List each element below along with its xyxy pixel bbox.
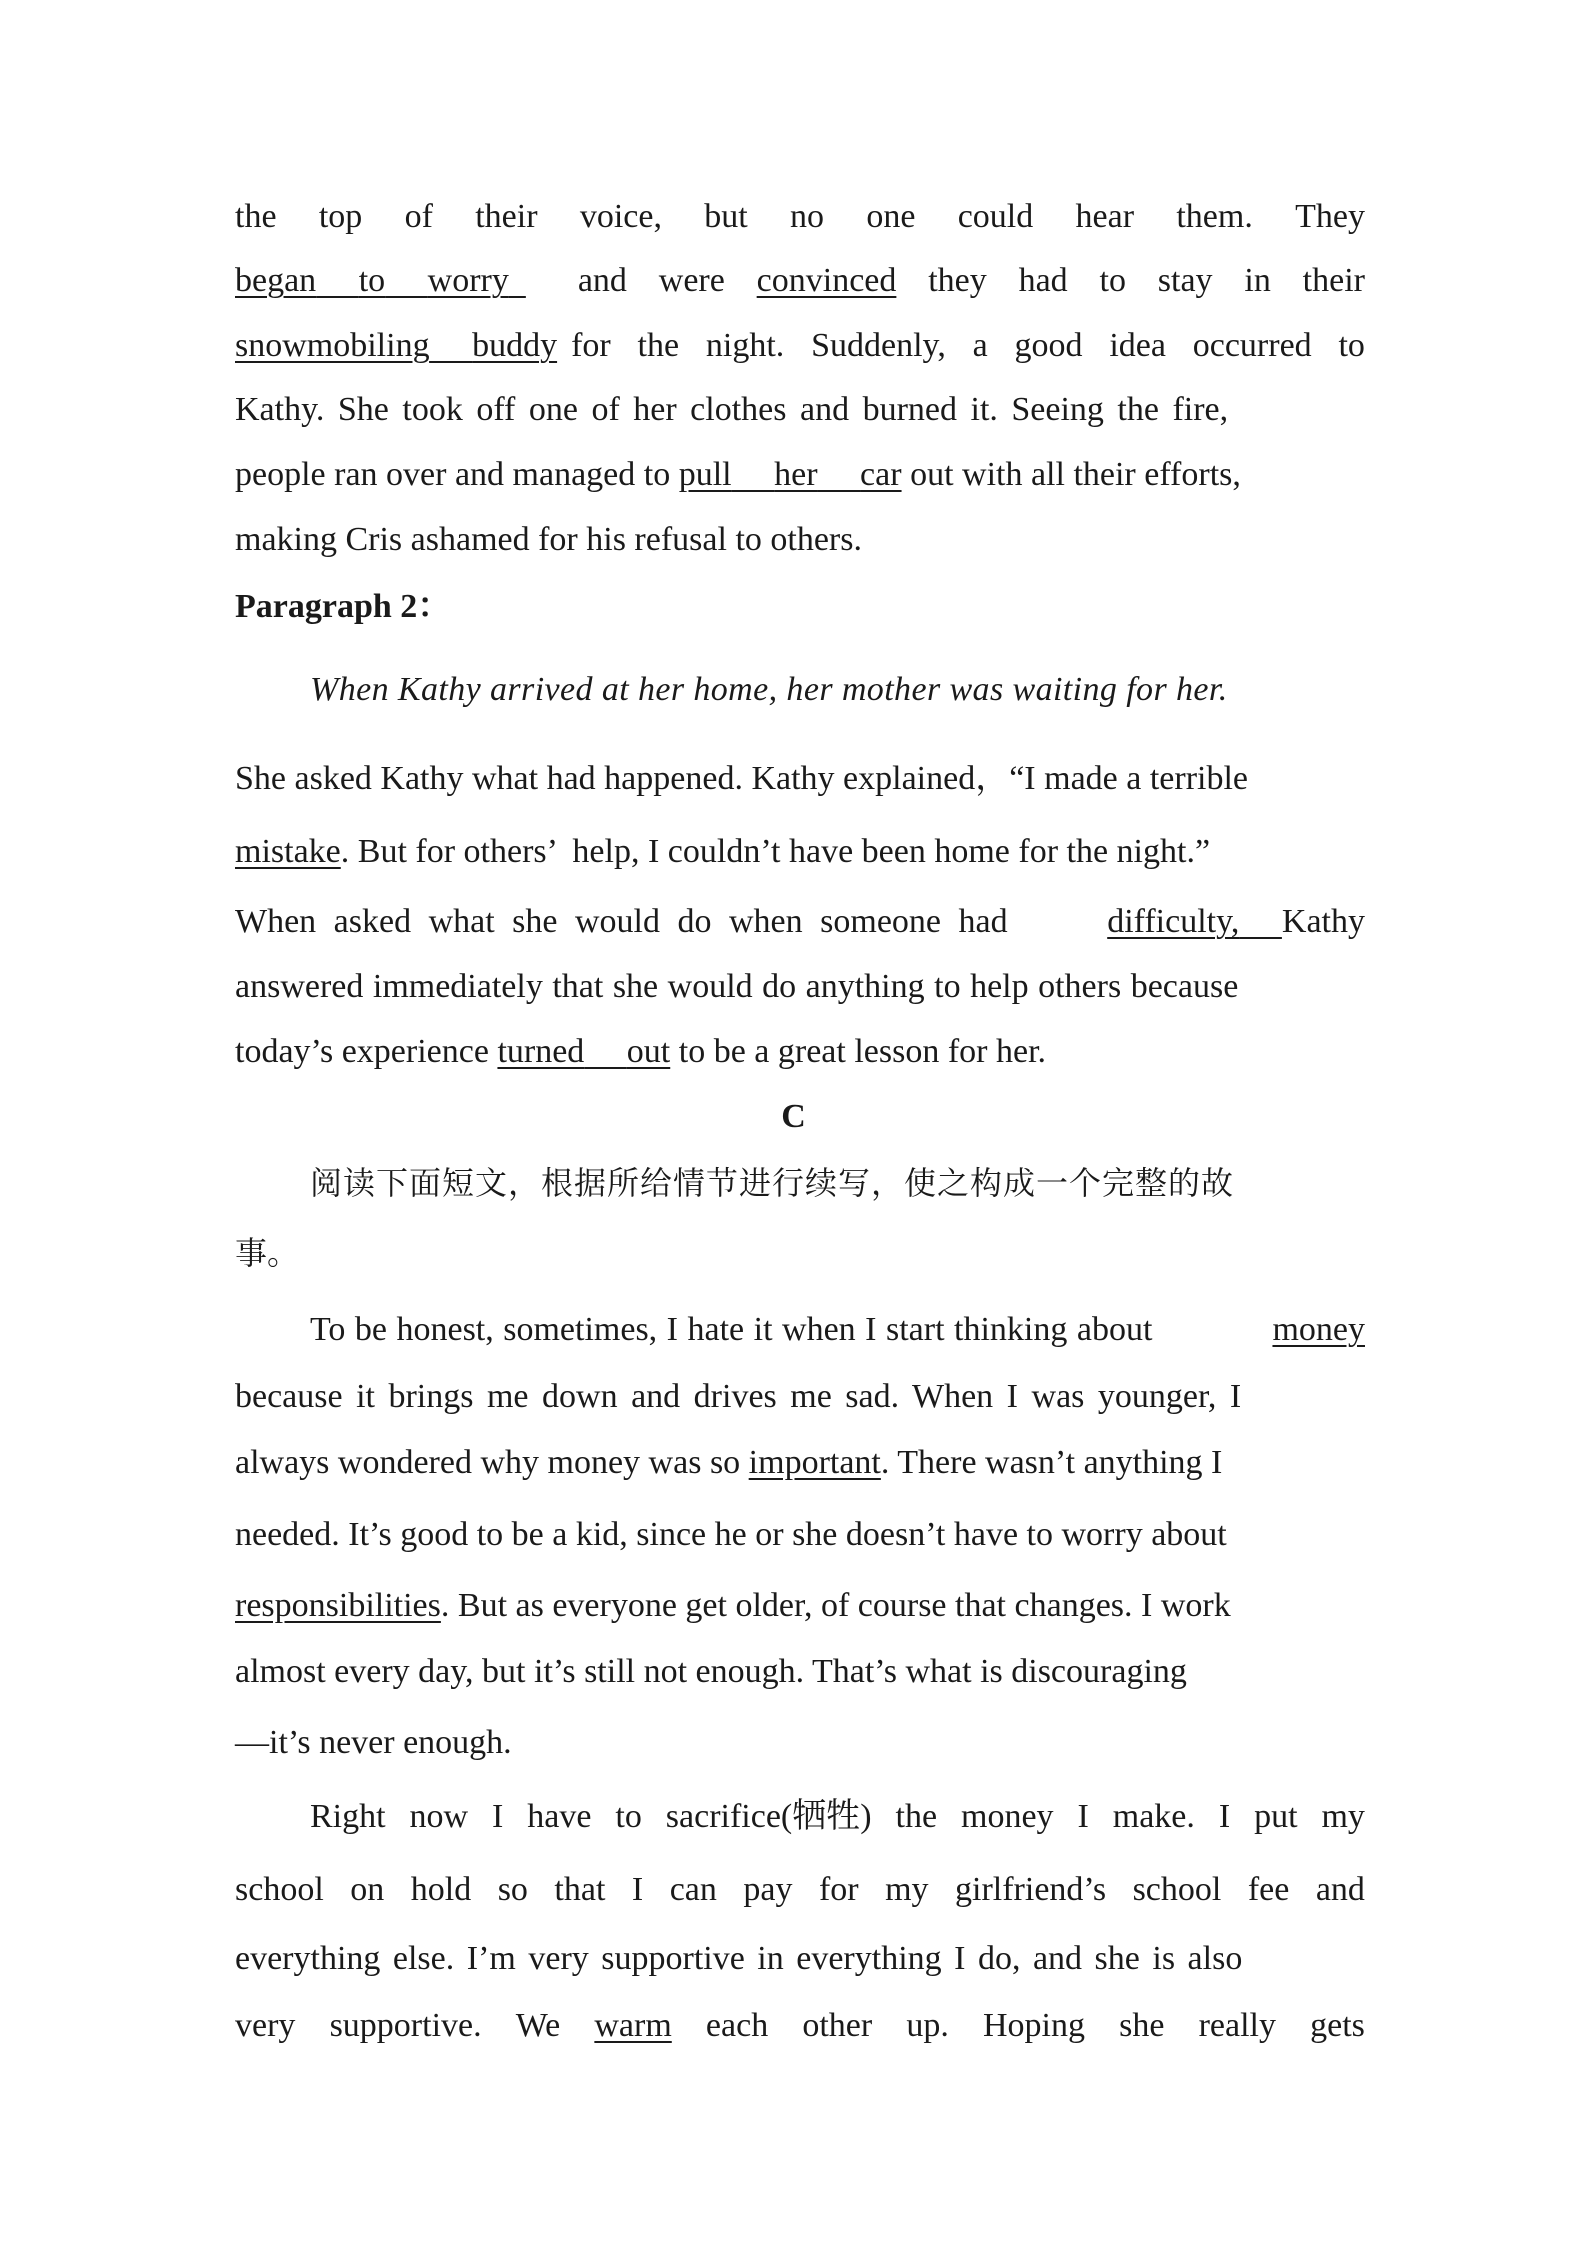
word: began xyxy=(235,262,317,299)
word: to xyxy=(615,1798,642,1835)
word: and xyxy=(1315,1871,1365,1908)
underlined-word: important xyxy=(748,1444,881,1481)
line-rest xyxy=(571,329,1365,363)
underlined-phrase xyxy=(1107,905,1282,939)
word: but xyxy=(704,198,748,235)
text: always wondered why money was so xyxy=(235,1444,741,1481)
word: the xyxy=(895,1798,938,1835)
word: my xyxy=(885,1871,929,1908)
line-rest xyxy=(578,264,1365,298)
p1-line-5 xyxy=(235,458,1365,492)
underlined-word: convinced xyxy=(756,262,897,299)
word: that xyxy=(554,1871,606,1908)
word: supportive. xyxy=(329,2007,482,2044)
word: have xyxy=(527,1798,592,1835)
text: today’s experience xyxy=(235,1033,489,1070)
word: make. xyxy=(1112,1798,1195,1835)
text: . But as everyone get older, of course that changes. I work xyxy=(440,1587,1231,1624)
word: now xyxy=(409,1798,469,1835)
underlined-word: responsibilities xyxy=(235,1587,441,1624)
c-p2-line-4 xyxy=(235,2009,1365,2043)
text: out with all their efforts, xyxy=(910,456,1241,493)
word: pull xyxy=(678,456,732,493)
word: I xyxy=(492,1798,504,1835)
word: voice, xyxy=(579,198,662,235)
word: my xyxy=(1321,1798,1365,1835)
word: them. xyxy=(1176,198,1253,235)
paragraph2-heading: Paragraph 2： xyxy=(235,588,452,625)
word: Suddenly, xyxy=(811,327,946,364)
word: each xyxy=(705,2007,769,2044)
word: I xyxy=(631,1871,644,1908)
p2-line-3 xyxy=(235,905,1365,939)
word: could xyxy=(957,198,1034,235)
word: for xyxy=(571,327,611,364)
word: car xyxy=(860,456,902,493)
p2-line-5 xyxy=(235,1035,1365,1069)
word: one xyxy=(866,198,916,235)
word: girlfriend’s xyxy=(955,1871,1107,1908)
underlined-phrase xyxy=(497,1033,670,1070)
word: up. xyxy=(906,2007,949,2044)
text: When asked what she would do when someone had xyxy=(235,903,1008,940)
word: I xyxy=(1218,1798,1231,1835)
paragraph2-opening-sentence: When Kathy arrived at her home, her mother was waiting for her. xyxy=(310,671,1228,708)
text: . But for others’ help, I couldn’t have been home for the night.” xyxy=(340,833,1211,870)
word: top xyxy=(318,198,363,235)
word: they xyxy=(928,262,987,299)
word: no xyxy=(790,198,825,235)
word: to xyxy=(1338,327,1365,364)
underlined-phrase xyxy=(235,329,557,363)
word: to xyxy=(358,262,386,299)
word: turned xyxy=(497,1033,585,1070)
word: pay xyxy=(743,1871,793,1908)
c-p1-line-5 xyxy=(235,1589,1365,1623)
word: can xyxy=(669,1871,717,1908)
word: We xyxy=(515,2007,561,2044)
word: she xyxy=(1119,2007,1165,2044)
word: hold xyxy=(410,1871,472,1908)
word: the xyxy=(637,327,680,364)
p1-line-6: making Cris ashamed for his refusal to others. xyxy=(235,521,862,558)
word: other xyxy=(802,2007,873,2044)
c-p2-line-3: everything else. I’m very supportive in everything I do, and she is also xyxy=(235,1940,1243,1977)
word: put xyxy=(1254,1798,1298,1835)
underlined-phrase xyxy=(235,264,526,298)
word: Kathy xyxy=(1281,903,1365,940)
word: for xyxy=(818,1871,859,1908)
word: They xyxy=(1295,198,1365,235)
word: Hoping xyxy=(982,2007,1085,2044)
word: school xyxy=(1132,1871,1222,1908)
text: people ran over and managed to xyxy=(235,456,671,493)
word: were xyxy=(658,262,725,299)
word: her xyxy=(774,456,818,493)
text: To be honest, sometimes, I hate it when I start thinking about xyxy=(310,1311,1153,1348)
text: . There wasn’t anything I xyxy=(880,1444,1223,1481)
underlined-phrase xyxy=(679,456,902,493)
word: I xyxy=(1077,1798,1089,1835)
word: occurred xyxy=(1192,327,1312,364)
text: to be a great lesson for her. xyxy=(678,1033,1047,1070)
p2-line-1: She asked Kathy what had happened. Kathy explained，“I made a terrible xyxy=(235,760,1249,797)
p1-line-2 xyxy=(235,264,1365,298)
word: idea xyxy=(1109,327,1166,364)
word: in xyxy=(1244,262,1271,299)
word: gets xyxy=(1310,2007,1365,2044)
c-p1-line-7: —it’s never enough. xyxy=(235,1724,512,1761)
c-p1-line-4: needed. It’s good to be a kid, since he or she doesn’t have to worry about xyxy=(235,1516,1227,1553)
word: their xyxy=(475,198,538,235)
word: fee xyxy=(1247,1871,1290,1908)
word: really xyxy=(1198,2007,1276,2044)
c-p1-line-6: almost every day, but it’s still not enough. That’s what is discouraging xyxy=(235,1653,1187,1690)
word: a xyxy=(972,327,988,364)
word: and xyxy=(577,262,627,299)
word: worry xyxy=(427,262,509,299)
underlined-word: mistake xyxy=(235,833,341,870)
c-p1-line-1 xyxy=(310,1313,1365,1347)
word: buddy xyxy=(472,327,558,364)
word: to xyxy=(1099,262,1126,299)
word: had xyxy=(1018,262,1068,299)
underlined-word: money xyxy=(1272,1311,1365,1348)
word: the xyxy=(235,198,277,235)
word: school xyxy=(235,1871,324,1908)
instruction-line-1: 阅读下面短文，根据所给情节进行续写，使之构成一个完整的故 xyxy=(310,1164,1235,1202)
c-p1-line-3 xyxy=(235,1446,1365,1480)
word: so xyxy=(497,1871,528,1908)
word: stay xyxy=(1157,262,1213,299)
section-letter: C xyxy=(781,1098,806,1135)
word: Right xyxy=(310,1798,386,1835)
c-p1-line-2: because it brings me down and drives me sad. When I was younger, I xyxy=(235,1378,1242,1415)
word: sacrifice(牺牲) xyxy=(665,1798,872,1835)
word: difficulty, xyxy=(1107,903,1240,940)
word: on xyxy=(350,1871,385,1908)
word: snowmobiling xyxy=(235,327,430,364)
instruction-line-2: 事。 xyxy=(235,1234,300,1272)
word: night. xyxy=(705,327,785,364)
word: very xyxy=(235,2007,296,2044)
p1-line-3 xyxy=(235,329,1365,363)
word: out xyxy=(626,1033,671,1070)
word: good xyxy=(1014,327,1083,364)
p2-line-2 xyxy=(235,835,1365,869)
p1-line-1 xyxy=(235,200,1365,234)
word: hear xyxy=(1075,198,1135,235)
p1-line-4: Kathy. She took off one of her clothes and burned it. Seeing the fire, xyxy=(235,391,1229,428)
p2-line-4: answered immediately that she would do anything to help others because xyxy=(235,968,1239,1005)
c-p2-line-2 xyxy=(235,1873,1365,1907)
word: their xyxy=(1302,262,1365,299)
c-p2-line-1 xyxy=(310,1800,1365,1834)
word: money xyxy=(961,1798,1054,1835)
word: of xyxy=(404,198,433,235)
underlined-word: warm xyxy=(594,2007,672,2044)
